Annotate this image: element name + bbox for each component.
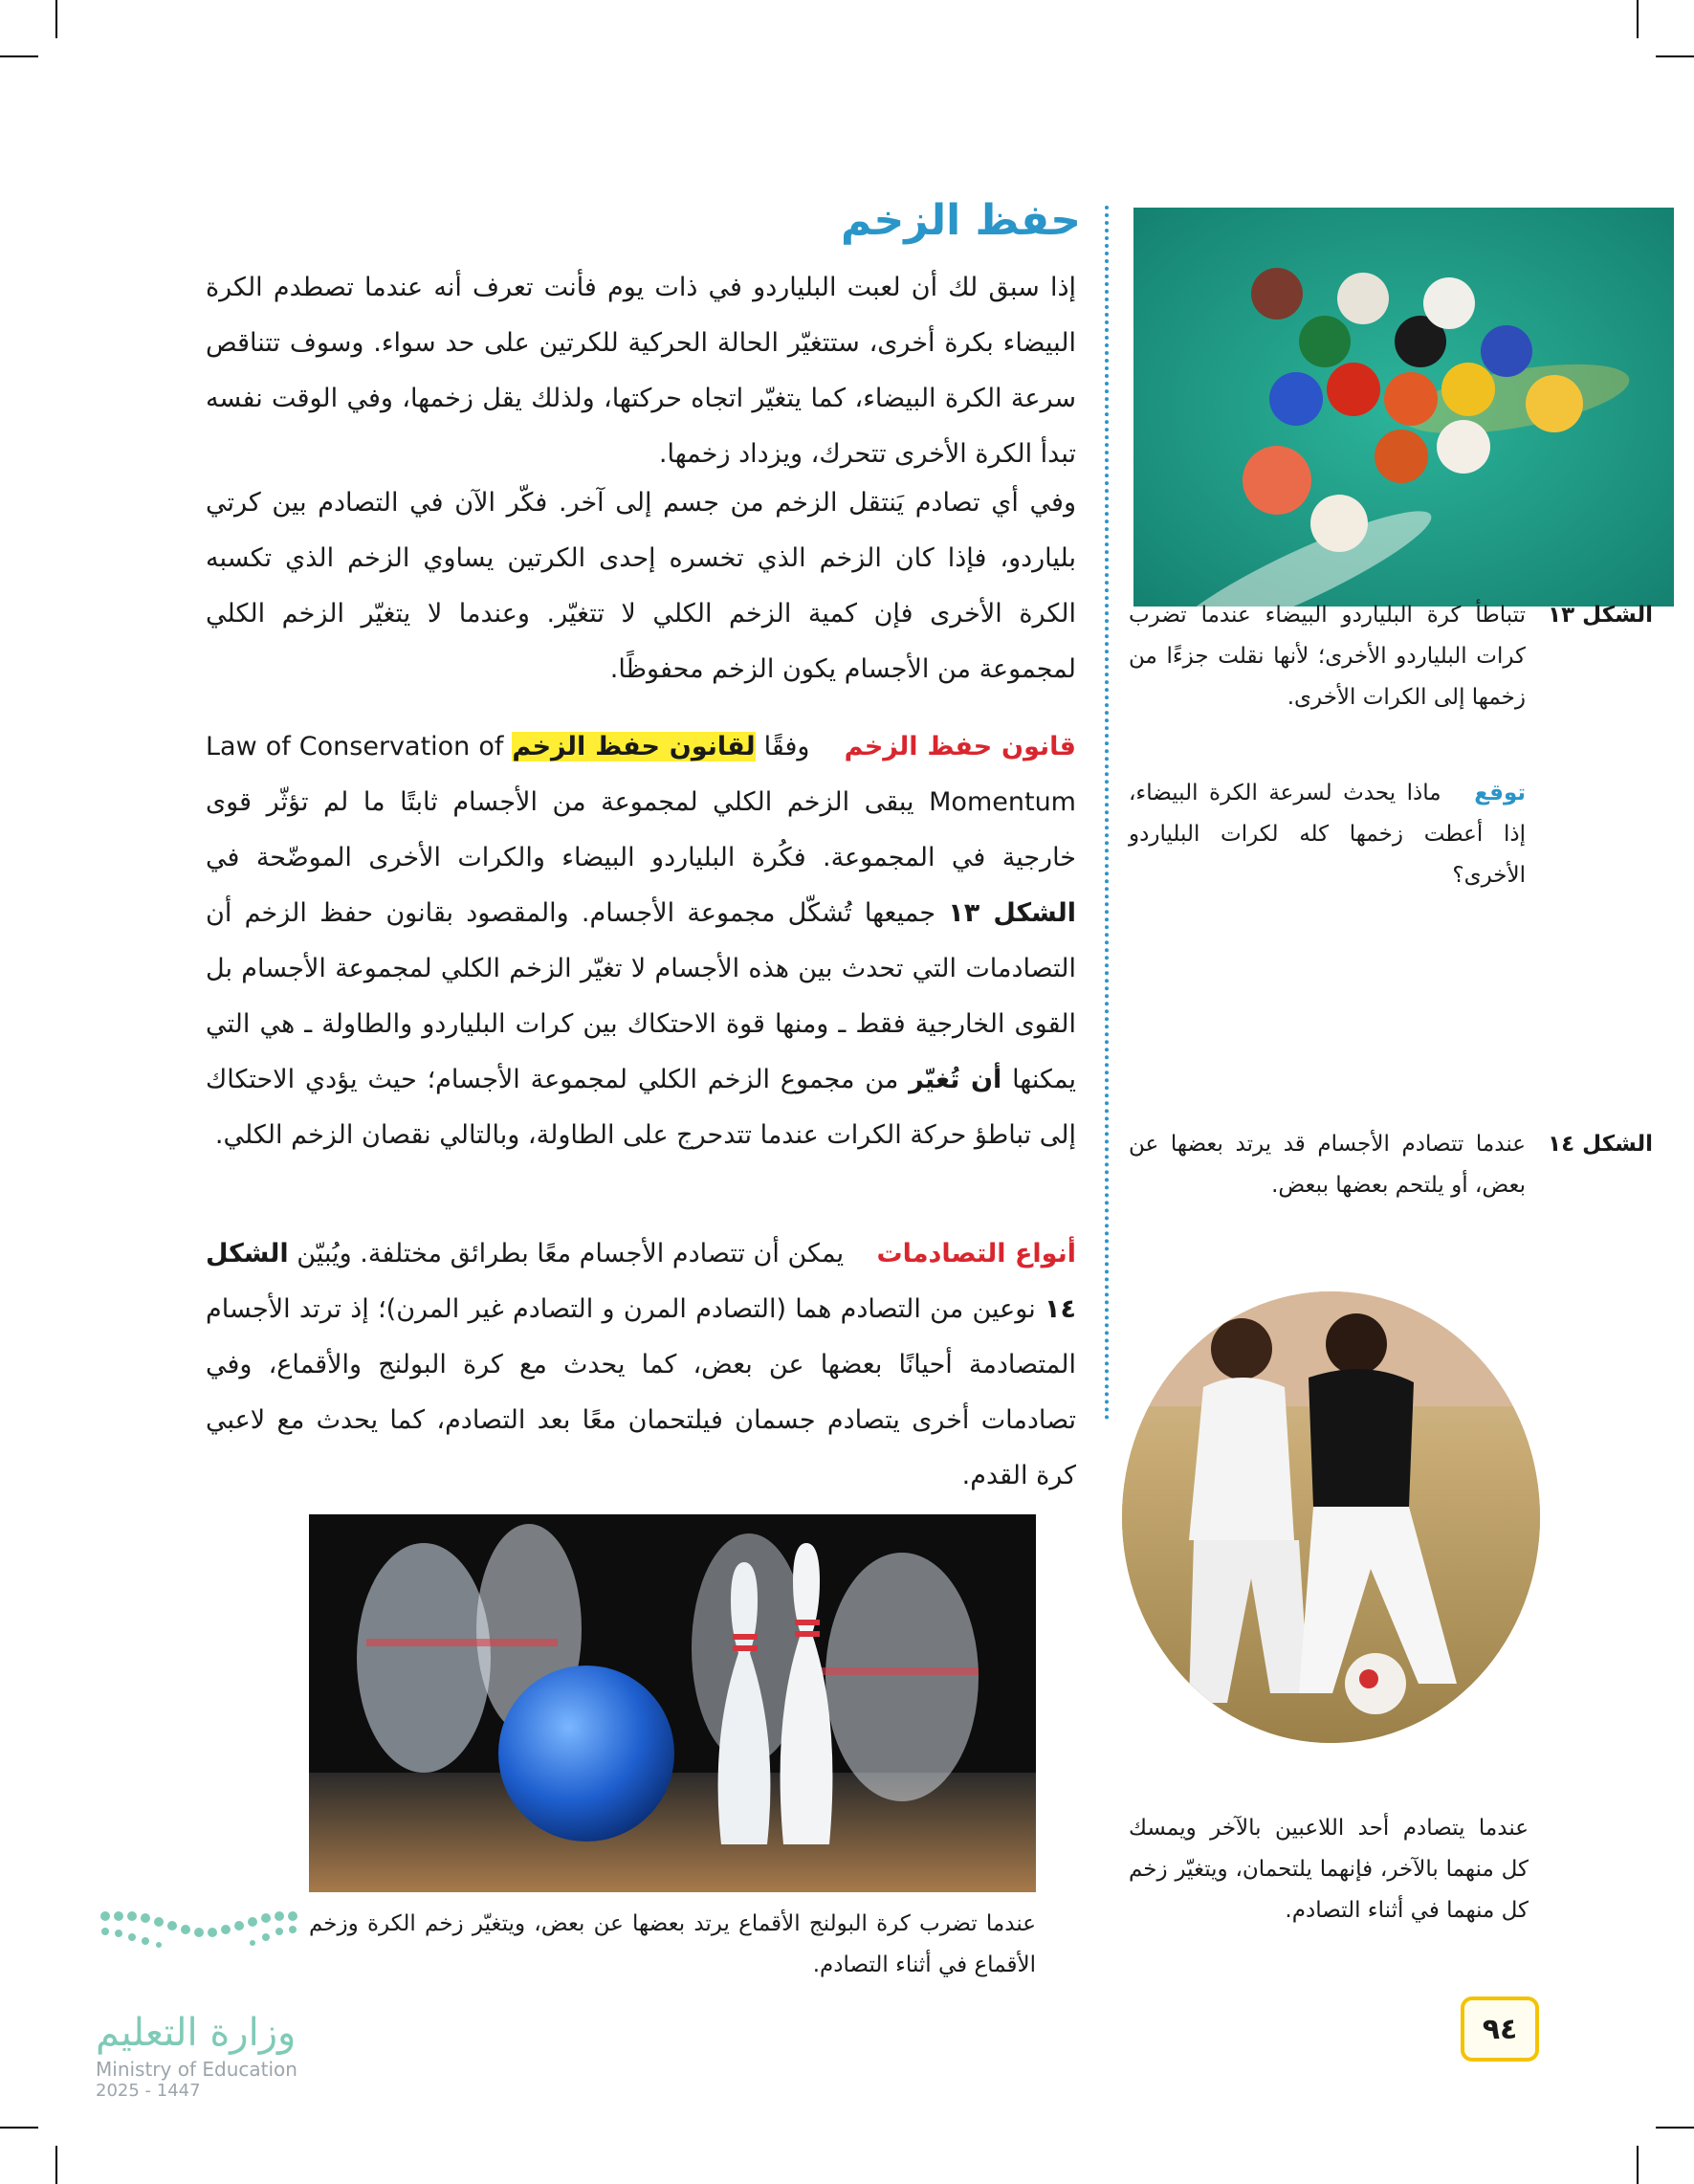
- page-number-text: ٩٤: [1482, 2012, 1518, 2046]
- transfer-paragraph: وفي أي تصادم يَنتقل الزخم من جسم إلى آخر. فكّر الآن في التصادم بين كرتي بلياردو، فإذا كان الزخم الذي تخسره إحدى الكرتين يساوي الزخم الذي تكسبه الكرة الأخرى فإن كمية الزخم الكلي لا تتغيّر. وعندما لا يتغيّر الزخم الكلي لمجموعة من الأجسام يكون الزخم محفوظًا.: [206, 488, 1076, 684]
- collisions-body-1: يمكن أن تتصادم الأجسام معًا بطرائق مختلفة. ويُبيّن: [297, 1239, 845, 1268]
- law-english-term: Law of Conservation of Momentum: [206, 732, 1076, 817]
- section-heading: حفظ الزخم: [840, 196, 1081, 245]
- page-number: [1461, 1996, 1539, 2062]
- crop-mark: [1656, 2127, 1694, 2129]
- figure-13-label-text: الشكل ١٣: [1548, 603, 1653, 628]
- collisions-subheading: أنواع التصادمات: [876, 1239, 1076, 1268]
- law-body-2: جميعها تُشكّل مجموعة الأجسام. والمقصود بقانون حفظ الزخم أن التصادمات التي تحدث بين هذه الأجسام لا تغيّر الزخم الكلي لمجموعة الأجسام بل القوى الخارجية فقط ـ ومنها قوة الاحتكاك بين كرات البلياردو والطاولة ـ هي التي يمكنها: [206, 898, 1077, 1094]
- law-body-3: من مجموع الزخم الكلي لمجموعة الأجسام؛ حيث يؤدي الاحتكاك إلى تباطؤ حركة الكرات عندما تتدحرج على الطاولة، وبالتالي نقصان الزخم الكلي.: [206, 1065, 1076, 1150]
- law-highlight: لقانون حفظ الزخم: [512, 732, 756, 761]
- intro-paragraph: إذا سبق لك أن لعبت البلياردو في ذات يوم فأنت تعرف أنه عندما تصطدم الكرة البيضاء بكرة أخرى، ستتغيّر الحالة الحركية للكرتين على حد سواء. وسوف تتناقص سرعة الكرة البيضاء، كما يتغيّر اتجاه حركتها، ولذلك يقل زخمها، وفي الوقت نفسه تبدأ الكرة الأخرى تتحرك، ويزداد زخمها.: [206, 273, 1076, 469]
- billiards-photo: [1133, 208, 1674, 607]
- figure-13-ref: الشكل ١٣: [948, 898, 1076, 928]
- law-intro: وفقًا: [763, 732, 810, 761]
- crop-mark: [1656, 55, 1694, 57]
- figure-14-label: الشكل ١٤: [1548, 1132, 1653, 1157]
- crop-mark: [1637, 0, 1639, 38]
- figure-14-caption: عندما تتصادم الأجسام قد يرتد بعضها عن بعض، أو يلتحم بعضها ببعض.: [1129, 1132, 1526, 1198]
- crop-mark: [0, 55, 38, 57]
- soccer-photo: [1122, 1291, 1540, 1743]
- collisions-paragraph: [206, 1226, 1076, 1504]
- soccer-caption: عندما يتصادم أحد اللاعبين بالآخر ويمسك كل منهما بالآخر، فإنهما يلتحمان، ويتغيّر زخم كل منهما في أثناء التصادم.: [1129, 1816, 1529, 1923]
- crop-mark: [55, 0, 57, 38]
- figure-14-ref: الشكل ١٤: [206, 1239, 1076, 1324]
- collisions-body-2: نوعين من التصادم هما (التصادم المرن و التصادم غير المرن)؛ إذ ترتد الأجسام المتصادمة أحيانًا بعضها عن بعض، كما يحدث مع كرة البولنج والأقماع، وفي تصادمات أخرى يتصادم جسمان فيلتحمان معًا بعد التصادم، كما يحدث مع لاعبي كرة القدم.: [206, 1294, 1076, 1490]
- law-subheading: قانون حفظ الزخم: [844, 732, 1076, 761]
- law-paragraph: [206, 719, 1076, 1163]
- bowling-photo: [309, 1514, 1036, 1892]
- ministry-year: 2025 - 1447: [96, 2081, 201, 2101]
- figure-13-caption-block: [1129, 595, 1526, 718]
- ministry-name-english: Ministry of Education: [96, 2058, 297, 2081]
- predict-block: [1129, 773, 1526, 896]
- crop-mark: [0, 2127, 38, 2129]
- bowling-caption: عندما تضرب كرة البولنج الأقماع يرتد بعضها عن بعض، ويتغيّر زخم الكرة وزخم الأقماع في أثناء التصادم.: [309, 1911, 1036, 1977]
- crop-mark: [55, 2146, 57, 2184]
- law-bold-phrase: أن تُغيّر: [909, 1065, 1002, 1094]
- predict-question: ماذا يحدث لسرعة الكرة البيضاء، إذا أعطت زخمها كله لكرات البلياردو الأخرى؟: [1129, 781, 1526, 888]
- ministry-name-arabic: وزارة التعليم: [96, 2011, 297, 2055]
- law-body-1: يبقى الزخم الكلي لمجموعة من الأجسام ثابتًا ما لم تؤثّر قوى خارجية في المجموعة. فكُرة البلياردو البيضاء والكرات الأخرى الموضّحة في: [206, 787, 1076, 872]
- figure-13-caption: تتباطأ كرة البلياردو البيضاء عندما تضرب كرات البلياردو الأخرى؛ لأنها نقلت جزءًا من زخمها إلى الكرات الأخرى.: [1129, 603, 1526, 710]
- predict-label: توقع: [1474, 781, 1527, 805]
- crop-mark: [1637, 2146, 1639, 2184]
- ministry-logo: [96, 1908, 316, 2101]
- column-divider: [1105, 206, 1109, 1421]
